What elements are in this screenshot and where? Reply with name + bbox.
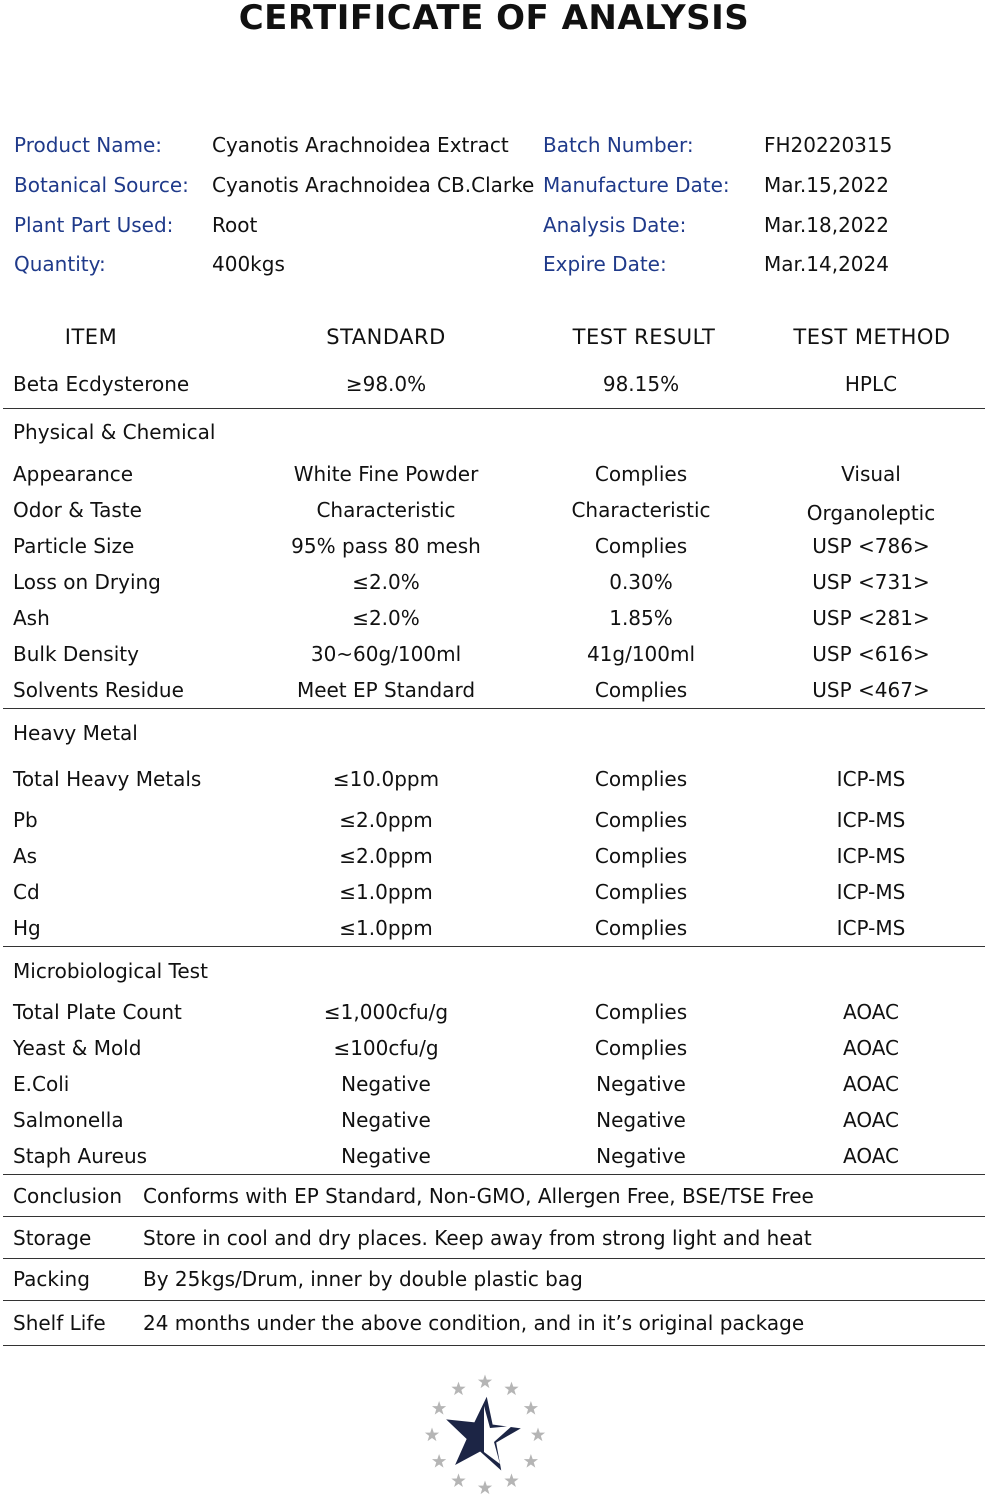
table-row xyxy=(0,600,988,636)
plant-part-value: Root xyxy=(212,213,258,237)
table-row xyxy=(0,636,988,672)
row-method: ICP-MS xyxy=(836,880,906,904)
row-method: USP <731> xyxy=(812,570,930,594)
table-row xyxy=(0,994,988,1030)
row-standard: ≤2.0ppm xyxy=(339,808,433,832)
botanical-source-label: Botanical Source: xyxy=(14,173,189,197)
divider xyxy=(3,946,985,947)
row-result: Complies xyxy=(594,678,688,702)
table-row xyxy=(0,456,988,492)
divider xyxy=(3,708,985,709)
row-item: Bulk Density xyxy=(13,642,139,666)
row-method: ICP-MS xyxy=(836,767,906,791)
storage-value: Store in cool and dry places. Keep away from strong light and heat xyxy=(143,1226,812,1250)
row-standard: Meet EP Standard xyxy=(296,678,476,702)
certificate-title: CERTIFICATE OF ANALYSIS xyxy=(238,0,750,38)
large-star-icon xyxy=(448,1398,520,1469)
section-physical-chemical: Physical & Chemical xyxy=(13,420,216,444)
plant-part-label: Plant Part Used: xyxy=(14,213,174,237)
batch-number-label: Batch Number: xyxy=(543,133,694,157)
table-row xyxy=(0,761,988,797)
header-item: ITEM xyxy=(64,325,118,349)
row-standard: 95% pass 80 mesh xyxy=(291,534,481,558)
row-standard: ≤1.0ppm xyxy=(339,880,433,904)
table-row xyxy=(0,1030,988,1066)
row-method: AOAC xyxy=(842,1000,899,1024)
storage-label: Storage xyxy=(13,1226,92,1250)
small-star-icon xyxy=(504,1382,518,1396)
row-standard: ≤2.0ppm xyxy=(339,844,433,868)
row-method: AOAC xyxy=(842,1072,899,1096)
table-row xyxy=(0,672,988,708)
row-result: Negative xyxy=(596,1072,686,1096)
row-method: Organoleptic xyxy=(806,501,936,525)
botanical-source-value: Cyanotis Arachnoidea CB.Clarke xyxy=(212,173,535,197)
row-item: Yeast & Mold xyxy=(13,1036,142,1060)
row-method: AOAC xyxy=(842,1144,899,1168)
star-ring-logo-icon xyxy=(420,1372,550,1498)
row-result: Complies xyxy=(594,844,688,868)
small-star-icon xyxy=(524,1401,538,1415)
shelf-life-value: 24 months under the above condition, and in it’s original package xyxy=(143,1311,805,1335)
row-standard: Negative xyxy=(341,1144,431,1168)
table-row xyxy=(0,838,988,874)
row-item: Hg xyxy=(13,916,41,940)
batch-number-value: FH20220315 xyxy=(764,133,893,157)
row-result: 1.85% xyxy=(609,606,673,630)
product-name-value: Cyanotis Arachnoidea Extract xyxy=(212,133,509,157)
row-method: USP <786> xyxy=(812,534,930,558)
row-item: Cd xyxy=(13,880,40,904)
row-standard: ≤1,000cfu/g xyxy=(323,1000,449,1024)
small-star-icon xyxy=(432,1401,446,1415)
divider xyxy=(3,1216,985,1217)
table-row xyxy=(0,1138,988,1174)
divider xyxy=(3,1345,985,1346)
table-row xyxy=(0,1066,988,1102)
table-row xyxy=(0,492,988,528)
row-method: ICP-MS xyxy=(836,844,906,868)
small-star-icon xyxy=(531,1428,545,1442)
assay-result: 98.15% xyxy=(602,372,680,396)
small-star-icon xyxy=(504,1473,518,1487)
row-item: Solvents Residue xyxy=(13,678,184,702)
row-result: 41g/100ml xyxy=(586,642,696,666)
small-star-icon xyxy=(432,1454,446,1468)
conclusion-label: Conclusion xyxy=(13,1184,122,1208)
row-result: Complies xyxy=(594,808,688,832)
row-result: Complies xyxy=(594,1000,688,1024)
divider xyxy=(3,1300,985,1301)
table-row xyxy=(0,528,988,564)
row-result: Negative xyxy=(596,1144,686,1168)
row-item: Total Heavy Metals xyxy=(13,767,202,791)
small-star-icon xyxy=(451,1382,465,1396)
row-result: 0.30% xyxy=(609,570,673,594)
row-method: ICP-MS xyxy=(836,916,906,940)
expire-date-value: Mar.14,2024 xyxy=(764,252,889,276)
packing-value: By 25kgs/Drum, inner by double plastic bag xyxy=(143,1267,583,1291)
row-standard: ≤2.0% xyxy=(352,570,420,594)
row-standard: ≤2.0% xyxy=(352,606,420,630)
table-row xyxy=(0,802,988,838)
manufacture-date-value: Mar.15,2022 xyxy=(764,173,889,197)
row-item: Pb xyxy=(13,808,38,832)
row-item: Ash xyxy=(13,606,50,630)
row-standard: Negative xyxy=(341,1108,431,1132)
row-result: Complies xyxy=(594,916,688,940)
table-row xyxy=(0,910,988,946)
header-test-result: TEST RESULT xyxy=(572,325,716,349)
divider xyxy=(3,1174,985,1175)
product-name-label: Product Name: xyxy=(14,133,163,157)
row-result: Complies xyxy=(594,1036,688,1060)
row-standard: White Fine Powder xyxy=(293,462,479,486)
assay-method: HPLC xyxy=(844,372,898,396)
small-star-icon xyxy=(478,1375,492,1389)
table-row xyxy=(0,1102,988,1138)
row-standard: ≤100cfu/g xyxy=(333,1036,439,1060)
row-standard: 30~60g/100ml xyxy=(310,642,462,666)
row-method: USP <467> xyxy=(812,678,930,702)
small-star-icon xyxy=(425,1428,439,1442)
conclusion-value: Conforms with EP Standard, Non-GMO, Allergen Free, BSE/TSE Free xyxy=(143,1184,814,1208)
divider xyxy=(3,408,985,409)
analysis-date-label: Analysis Date: xyxy=(543,213,687,237)
row-method: USP <616> xyxy=(812,642,930,666)
quantity-value: 400kgs xyxy=(212,252,285,276)
small-star-icon xyxy=(451,1473,465,1487)
section-microbiological: Microbiological Test xyxy=(13,959,208,983)
row-standard: ≤10.0ppm xyxy=(332,767,440,791)
row-result: Complies xyxy=(594,767,688,791)
row-method: AOAC xyxy=(842,1108,899,1132)
row-standard: Negative xyxy=(341,1072,431,1096)
row-item: Appearance xyxy=(13,462,134,486)
row-result: Negative xyxy=(596,1108,686,1132)
assay-item: Beta Ecdysterone xyxy=(13,372,190,396)
row-result: Characteristic xyxy=(571,498,711,522)
shelf-life-label: Shelf Life xyxy=(13,1311,106,1335)
section-heavy-metal: Heavy Metal xyxy=(13,721,138,745)
row-method: ICP-MS xyxy=(836,808,906,832)
row-standard: ≤1.0ppm xyxy=(339,916,433,940)
assay-row xyxy=(0,366,988,402)
manufacture-date-label: Manufacture Date: xyxy=(543,173,730,197)
row-item: Total Plate Count xyxy=(13,1000,182,1024)
analysis-date-value: Mar.18,2022 xyxy=(764,213,889,237)
row-item: Odor & Taste xyxy=(13,498,142,522)
small-star-icon xyxy=(524,1454,538,1468)
row-method: AOAC xyxy=(842,1036,899,1060)
row-item: Particle Size xyxy=(13,534,135,558)
row-item: Salmonella xyxy=(13,1108,124,1132)
expire-date-label: Expire Date: xyxy=(543,252,667,276)
row-item: Staph Aureus xyxy=(13,1144,148,1168)
header-standard: STANDARD xyxy=(326,325,446,349)
quantity-label: Quantity: xyxy=(14,252,106,276)
row-item: E.Coli xyxy=(13,1072,70,1096)
row-item: Loss on Drying xyxy=(13,570,161,594)
row-result: Complies xyxy=(594,534,688,558)
table-row xyxy=(0,564,988,600)
header-test-method: TEST METHOD xyxy=(793,325,951,349)
row-method: USP <281> xyxy=(812,606,930,630)
row-item: As xyxy=(13,844,38,868)
small-star-icon xyxy=(478,1481,492,1495)
row-standard: Characteristic xyxy=(316,498,456,522)
row-result: Complies xyxy=(594,462,688,486)
table-row xyxy=(0,874,988,910)
row-method: Visual xyxy=(841,462,901,486)
assay-standard: ≥98.0% xyxy=(345,372,427,396)
row-result: Complies xyxy=(594,880,688,904)
divider xyxy=(3,1258,985,1259)
packing-label: Packing xyxy=(13,1267,90,1291)
